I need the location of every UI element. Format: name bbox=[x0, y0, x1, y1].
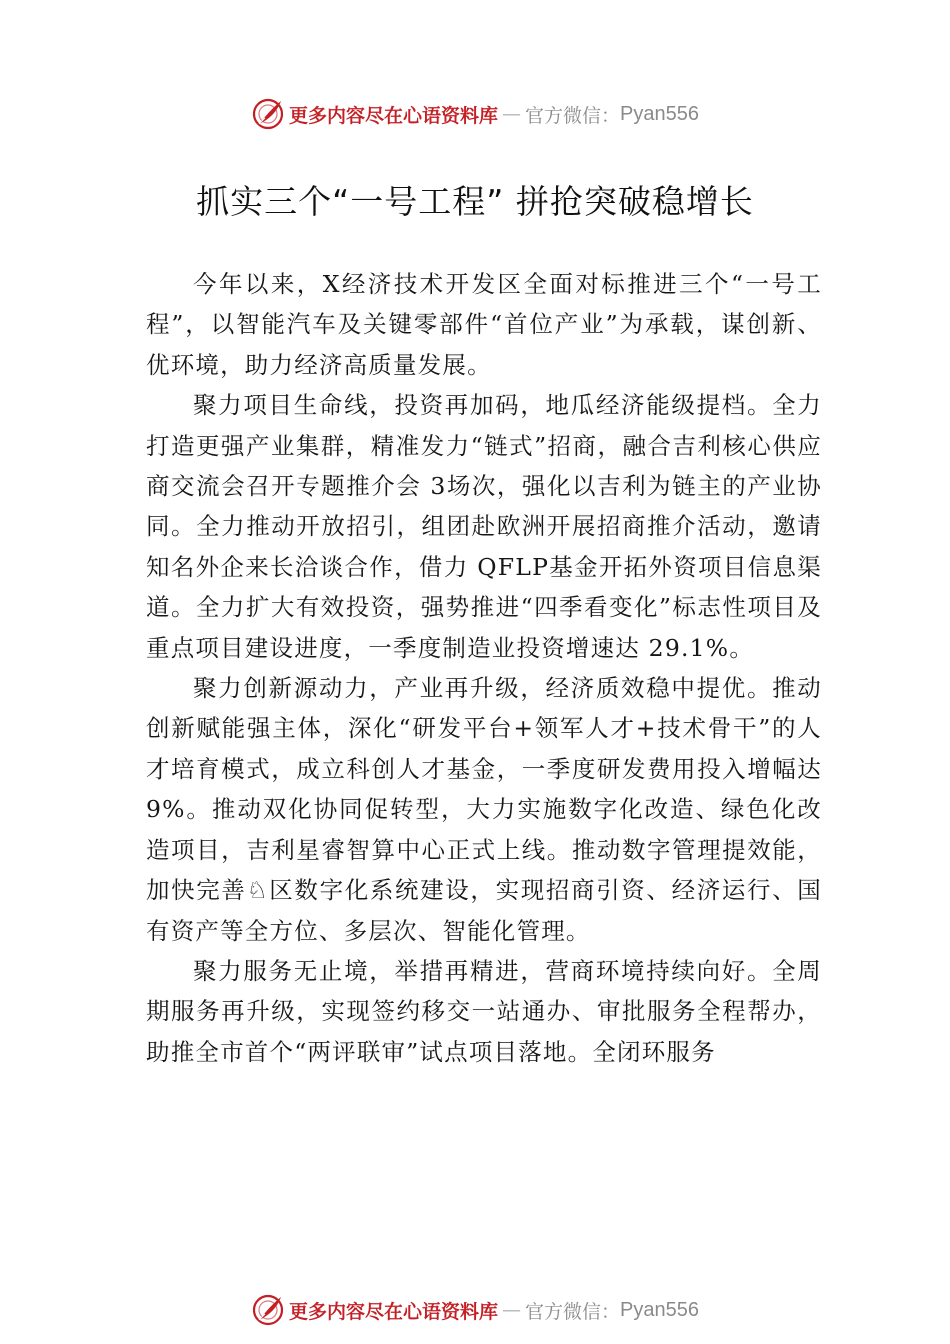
quill-pen-seal-icon bbox=[251, 97, 285, 131]
page-title: 抓实三个“一号工程” 拼抢突破稳增长 bbox=[196, 182, 754, 221]
article-body bbox=[146, 264, 822, 1072]
paragraph-service: 聚力服务无止境，举措再精进，营商环境持续向好。全周期服务再升级，实现签约移交一站通办、审批服务全程帮办，助推全市首个“两评联审”试点项目落地。全闭环服务 bbox=[146, 956, 822, 1066]
banner-dash: — bbox=[502, 1299, 522, 1321]
footer-banner bbox=[0, 1290, 950, 1330]
banner-slogan: 更多内容尽在心语资料库 bbox=[289, 1300, 499, 1323]
banner-account: Pyan556 bbox=[620, 102, 699, 125]
banner-account: Pyan556 bbox=[620, 1298, 699, 1321]
banner-slogan: 更多内容尽在心语资料库 bbox=[289, 104, 499, 127]
paragraph-innovation: 聚力创新源动力，产业再升级，经济质效稳中提优。推动创新赋能强主体，深化“研发平台+领军人才+技术骨干”的人才培育模式，成立科创人才基金，一季度研发费用投入增幅达 9%。推动双化协同促转型，大力实施数字化改造、绿色化改造项目，吉利星睿智算中心正式上线。推动数字管理提效能，加快完善♘区数字化系统建设，实现招商引资、经济运行、国有资产等全方位、多层次、智能化管理。 bbox=[146, 674, 822, 945]
quill-pen-seal-icon bbox=[251, 1293, 285, 1327]
paragraph-projects: 聚力项目生命线，投资再加码，地瓜经济能级提档。全力打造更强产业集群，精准发力“链式”招商，融合吉利核心供应商交流会召开专题推介会 3场次，强化以吉利为链主的产业协同。全力推动开放招引，组团赴欧洲开展招商推介活动，邀请知名外企来长洽谈合作，借力 QFLP基金开拓外资项目信息渠道。全力扩大有效投资，强势推进“四季看变化”标志性项目及重点项目建设进度，一季度制造业投资增速达 29.1%。 bbox=[146, 391, 822, 662]
banner-dash: — bbox=[502, 103, 522, 125]
banner-wechat-label: 官方微信： bbox=[525, 1300, 621, 1323]
header-banner bbox=[0, 94, 950, 134]
banner-wechat-label: 官方微信： bbox=[525, 104, 621, 127]
paragraph-intro: 今年以来，X经济技术开发区全面对标推进三个“一号工程”，以智能汽车及关键零部件“首位产业”为承载，谋创新、优环境，助力经济高质量发展。 bbox=[146, 270, 822, 379]
